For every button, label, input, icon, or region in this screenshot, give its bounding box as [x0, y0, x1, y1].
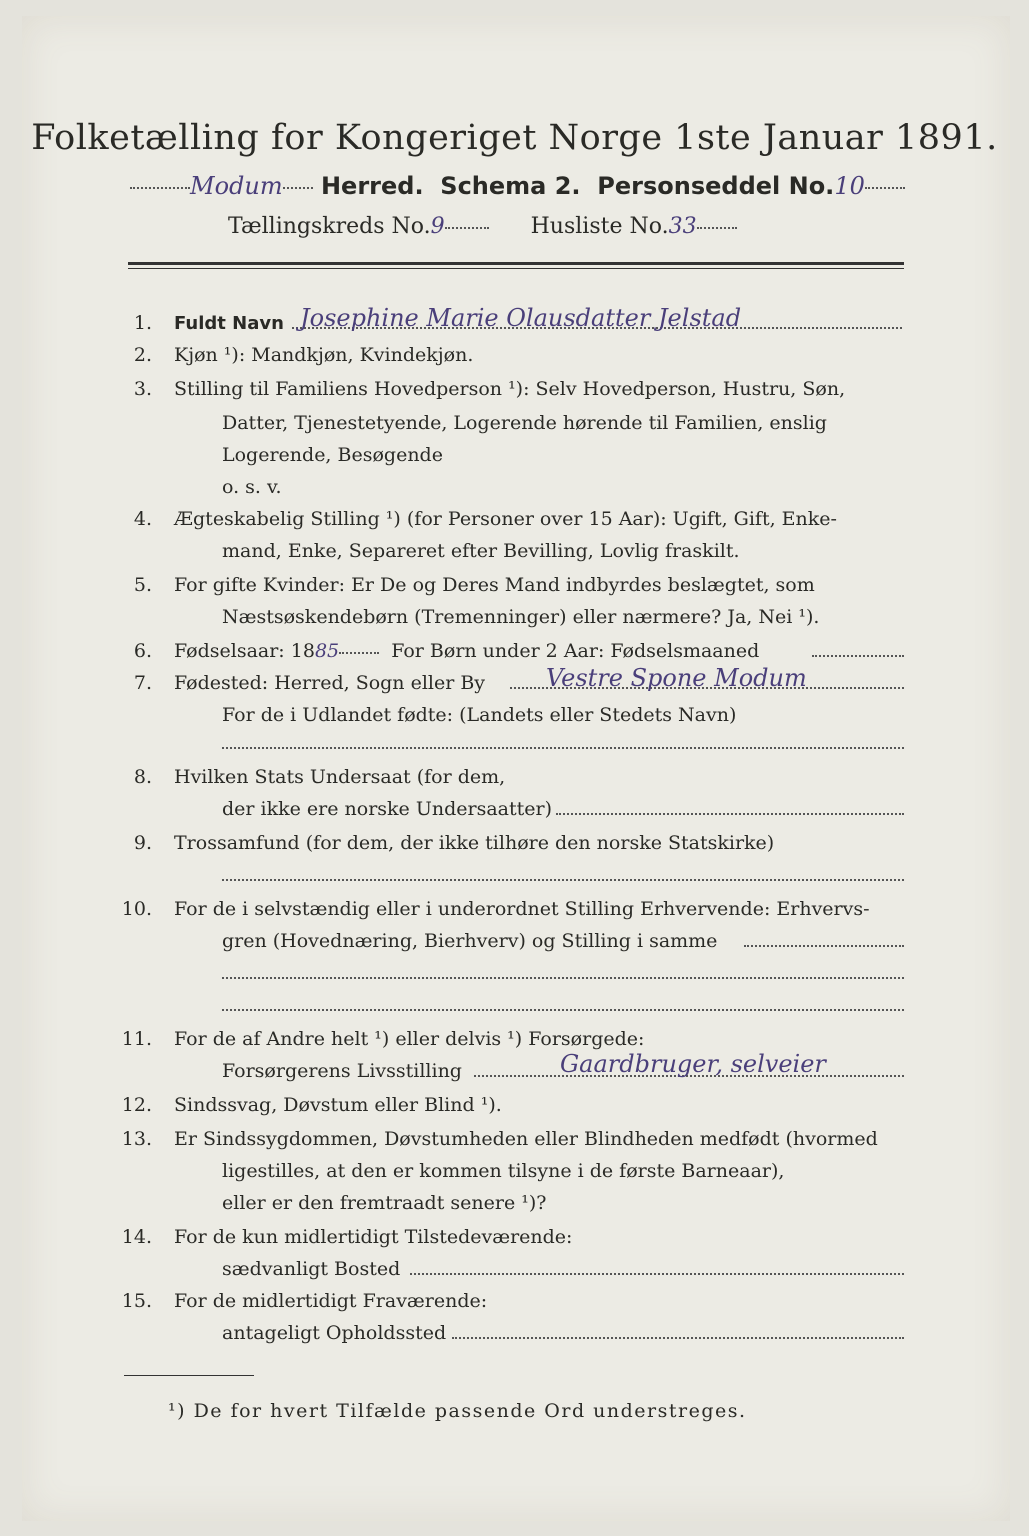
- provider-answer: Gaardbruger, selveier: [560, 1050, 826, 1078]
- personseddel-label: Personseddel No.: [597, 172, 835, 200]
- header-rule-thin: [128, 268, 904, 269]
- census-form-page: [22, 16, 1010, 1521]
- birth-year-answer: 85: [314, 640, 340, 662]
- form-title: Folketælling for Kongeriget Norge 1ste Januar 1891.: [31, 118, 998, 158]
- birthplace-answer: Vestre Spone Modum: [546, 664, 807, 692]
- husliste-value: 33: [668, 214, 697, 239]
- header-rule: [128, 262, 904, 265]
- herred-schema-line: [130, 172, 910, 200]
- herred-label: Herred.: [320, 172, 424, 200]
- personseddel-value: 10: [834, 172, 865, 200]
- kreds-value: 9: [430, 214, 445, 239]
- kreds-label: Tællingskreds No.: [228, 214, 431, 239]
- herred-value: Modum: [190, 172, 283, 200]
- name-answer: Josephine Marie Olausdatter Jelstad: [300, 304, 742, 332]
- husliste-label: Husliste No.: [530, 214, 669, 239]
- footnote: ¹) De for hvert Tilfælde passende Ord understreges.: [168, 1400, 747, 1422]
- kreds-husliste-line: [228, 214, 737, 239]
- schema-label: Schema 2.: [440, 172, 581, 200]
- footnote-rule: [124, 1375, 254, 1376]
